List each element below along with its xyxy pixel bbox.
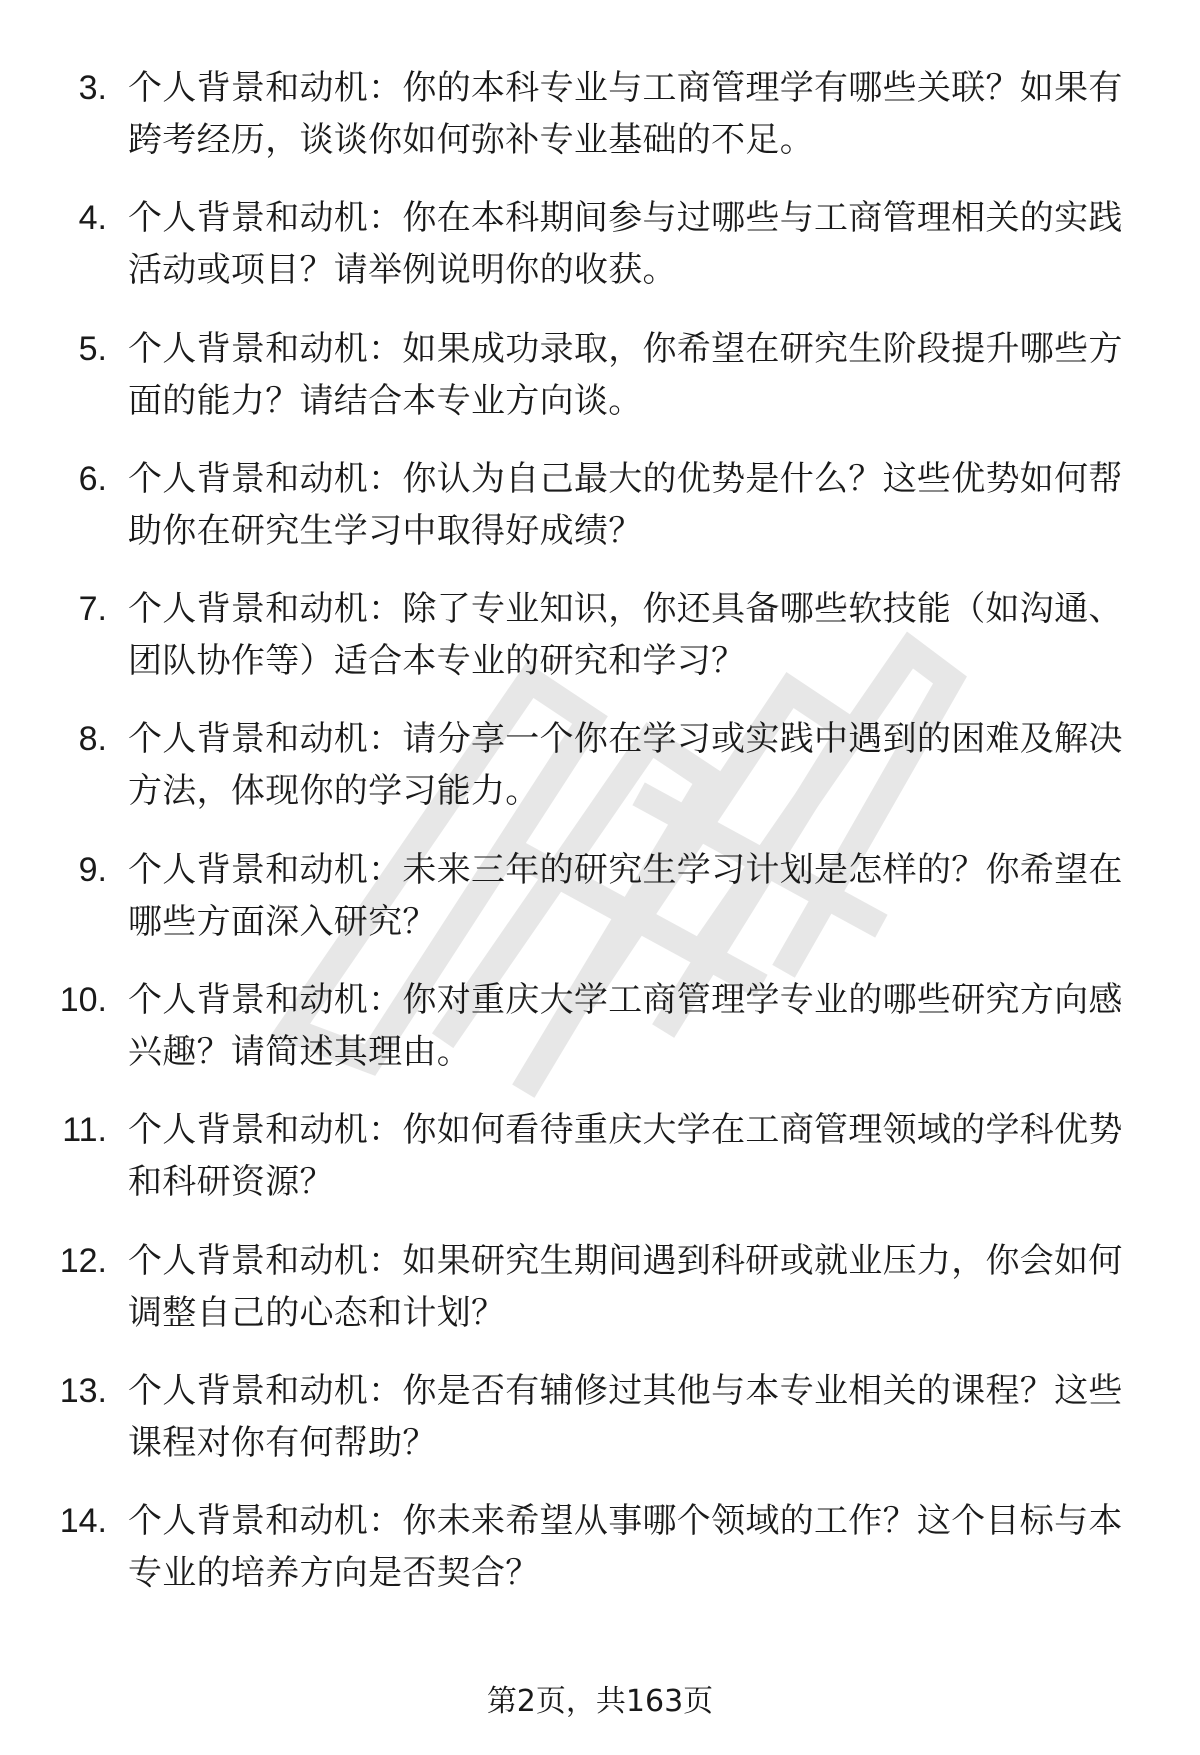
question-number: 3. (78, 69, 107, 107)
page-number-footer: 第2页，共163页 (486, 1684, 714, 1719)
question-number: 13. (59, 1371, 107, 1410)
question-number: 6. (78, 459, 107, 498)
question-text: 个人背景和动机：你是否有辅修过其他与本专业相关的课程？这些课程对你有何帮助？ (128, 1370, 1123, 1463)
question-number: 9. (78, 850, 107, 889)
question-list (0, 58, 1200, 1622)
question-item (0, 970, 1200, 1100)
question-number: 10. (59, 981, 107, 1020)
question-number: 14. (59, 1502, 107, 1541)
question-text: 个人背景和动机：如果研究生期间遇到科研或就业压力，你会如何调整自己的心态和计划？ (128, 1240, 1123, 1333)
question-item (0, 449, 1200, 579)
question-text: 个人背景和动机：你在本科期间参与过哪些与工商管理相关的实践活动或项目？请举例说明你的收获。 (128, 198, 1123, 291)
question-item (0, 188, 1200, 318)
question-number: 8. (78, 720, 107, 759)
question-text: 个人背景和动机：你如何看待重庆大学在工商管理领域的学科优势和科研资源？ (128, 1110, 1123, 1203)
question-item (0, 319, 1200, 449)
question-item (0, 579, 1200, 709)
question-item (0, 840, 1200, 970)
question-text: 个人背景和动机：你未来希望从事哪个领域的工作？这个目标与本专业的培养方向是否契合？ (128, 1501, 1123, 1594)
question-number: 12. (59, 1241, 107, 1280)
question-number: 5. (78, 329, 107, 368)
question-text: 个人背景和动机：你对重庆大学工商管理学专业的哪些研究方向感兴趣？请简述其理由。 (128, 980, 1123, 1073)
question-item (0, 709, 1200, 839)
question-text: 个人背景和动机：未来三年的研究生学习计划是怎样的？你希望在哪些方面深入研究？ (128, 849, 1123, 942)
question-text: 个人背景和动机：你的本科专业与工商管理学有哪些关联？如果有跨考经历，谈谈你如何弥补专业基础的不足。 (128, 68, 1123, 160)
question-text: 个人背景和动机：除了专业知识，你还具备哪些软技能（如沟通、团队协作等）适合本专业的研究和学习？ (128, 589, 1123, 682)
question-text: 个人背景和动机：如果成功录取，你希望在研究生阶段提升哪些方面的能力？请结合本专业方向谈。 (128, 328, 1123, 421)
question-item (0, 1231, 1200, 1361)
question-item (0, 1361, 1200, 1491)
question-number: 7. (78, 590, 107, 629)
question-item (0, 58, 1200, 188)
question-text: 个人背景和动机：你认为自己最大的优势是什么？这些优势如何帮助你在研究生学习中取得好成绩？ (128, 458, 1123, 551)
question-number: 4. (78, 199, 107, 238)
question-item (0, 1491, 1200, 1621)
question-item (0, 1100, 1200, 1230)
question-text: 个人背景和动机：请分享一个你在学习或实践中遇到的困难及解决方法，体现你的学习能力。 (128, 719, 1123, 812)
question-number: 11. (62, 1111, 107, 1150)
